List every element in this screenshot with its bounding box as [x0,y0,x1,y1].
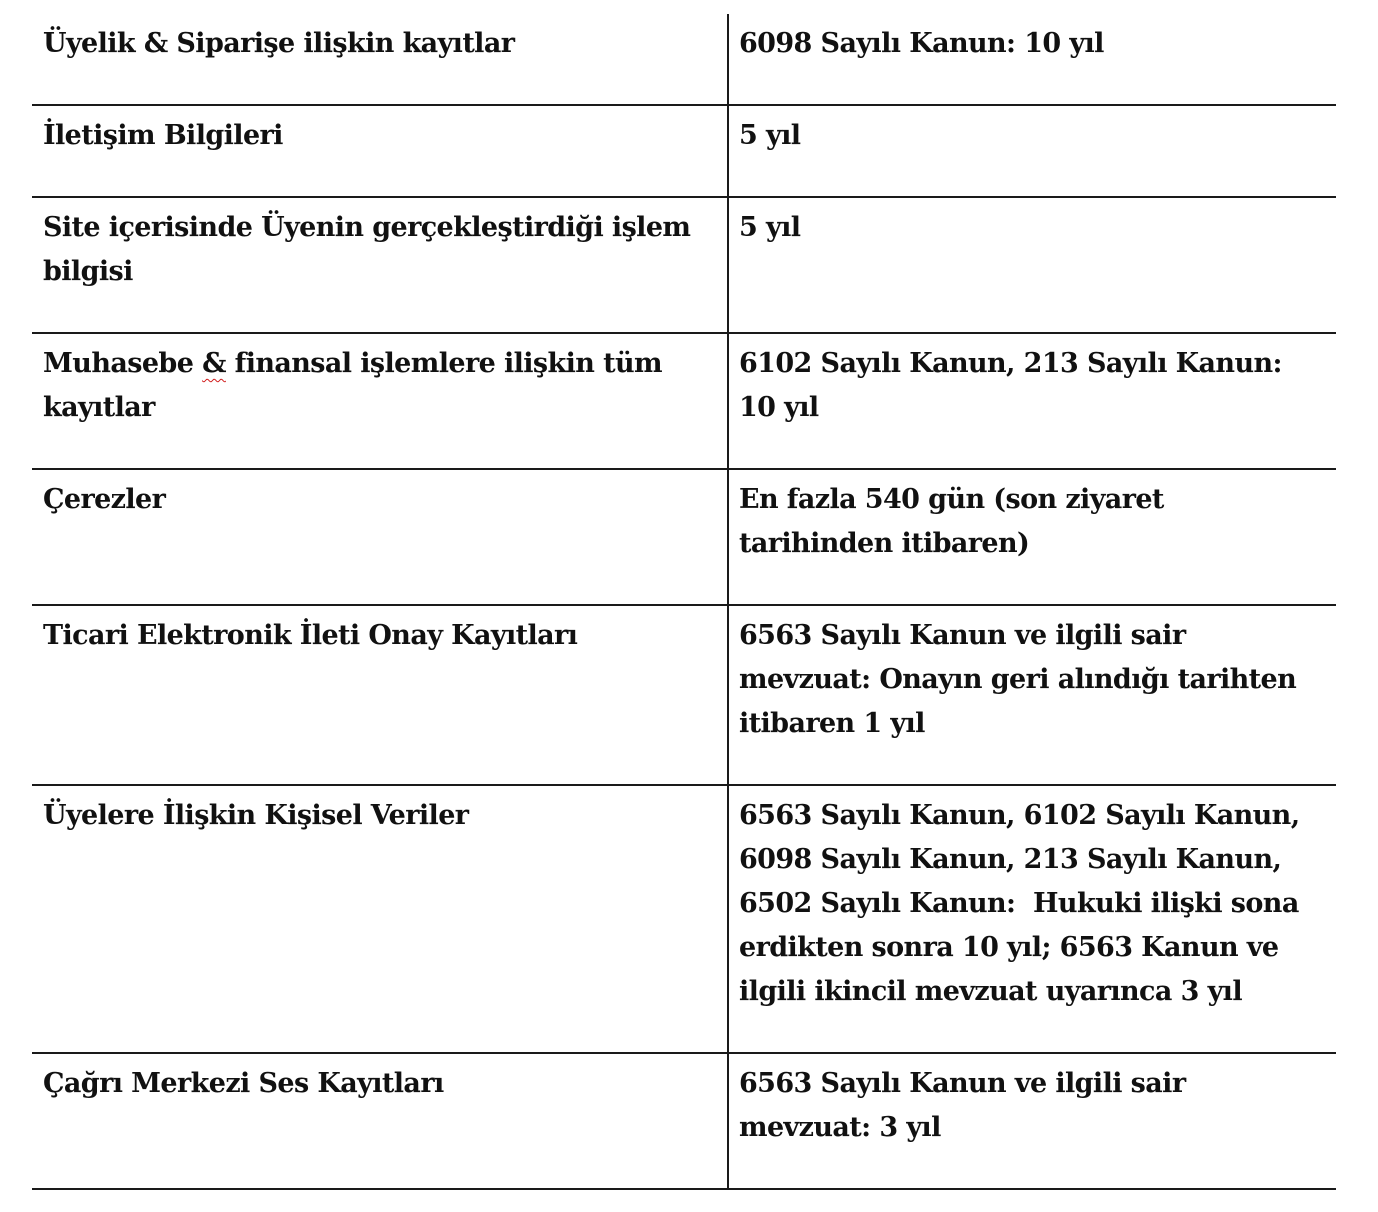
retention-table [32,14,1336,1190]
retention-cell: 5 yıl [728,105,1336,197]
category-text-start: Muhasebe [43,348,203,379]
category-cell: Üyelik & Siparişe ilişkin kayıtlar [32,14,728,105]
retention-cell: En fazla 540 gün (son ziyaret tarihinden itibaren) [728,469,1336,605]
category-cell: Ticari Elektronik İleti Onay Kayıtları [32,605,728,785]
table-row [32,785,1336,1053]
category-text-end: finansal işlemlere ilişkin tüm kayıtlar [43,348,662,423]
table-row [32,197,1336,333]
category-cell: Üyelere İlişkin Kişisel Veriler [32,785,728,1053]
retention-cell: 6102 Sayılı Kanun, 213 Sayılı Kanun: 10 yıl [728,333,1336,469]
retention-cell: 6563 Sayılı Kanun ve ilgili sair mevzuat: Onayın geri alındığı tarihten itibaren 1 yıl [728,605,1336,785]
table-row [32,14,1336,105]
category-cell: Çerezler [32,469,728,605]
category-cell: İletişim Bilgileri [32,105,728,197]
spellcheck-flagged-text[interactable]: & [202,348,226,379]
category-cell: Çağrı Merkezi Ses Kayıtları [32,1053,728,1189]
table-row [32,469,1336,605]
retention-cell: 6563 Sayılı Kanun ve ilgili sair mevzuat: 3 yıl [728,1053,1336,1189]
table-row [32,105,1336,197]
table-row [32,333,1336,469]
table-row [32,1053,1336,1189]
table-row [32,605,1336,785]
retention-cell: 5 yıl [728,197,1336,333]
category-cell: Site içerisinde Üyenin gerçekleştirdiği işlem bilgisi [32,197,728,333]
category-cell [32,333,728,469]
retention-cell: 6098 Sayılı Kanun: 10 yıl [728,14,1336,105]
retention-cell: 6563 Sayılı Kanun, 6102 Sayılı Kanun, 6098 Sayılı Kanun, 213 Sayılı Kanun, 6502 Sayılı Kanun: Hukuki ilişki sona erdikten sonra 10 yıl; 6563 Kanun ve ilgili ikincil mevzuat uyarınca 3 yıl [728,785,1336,1053]
